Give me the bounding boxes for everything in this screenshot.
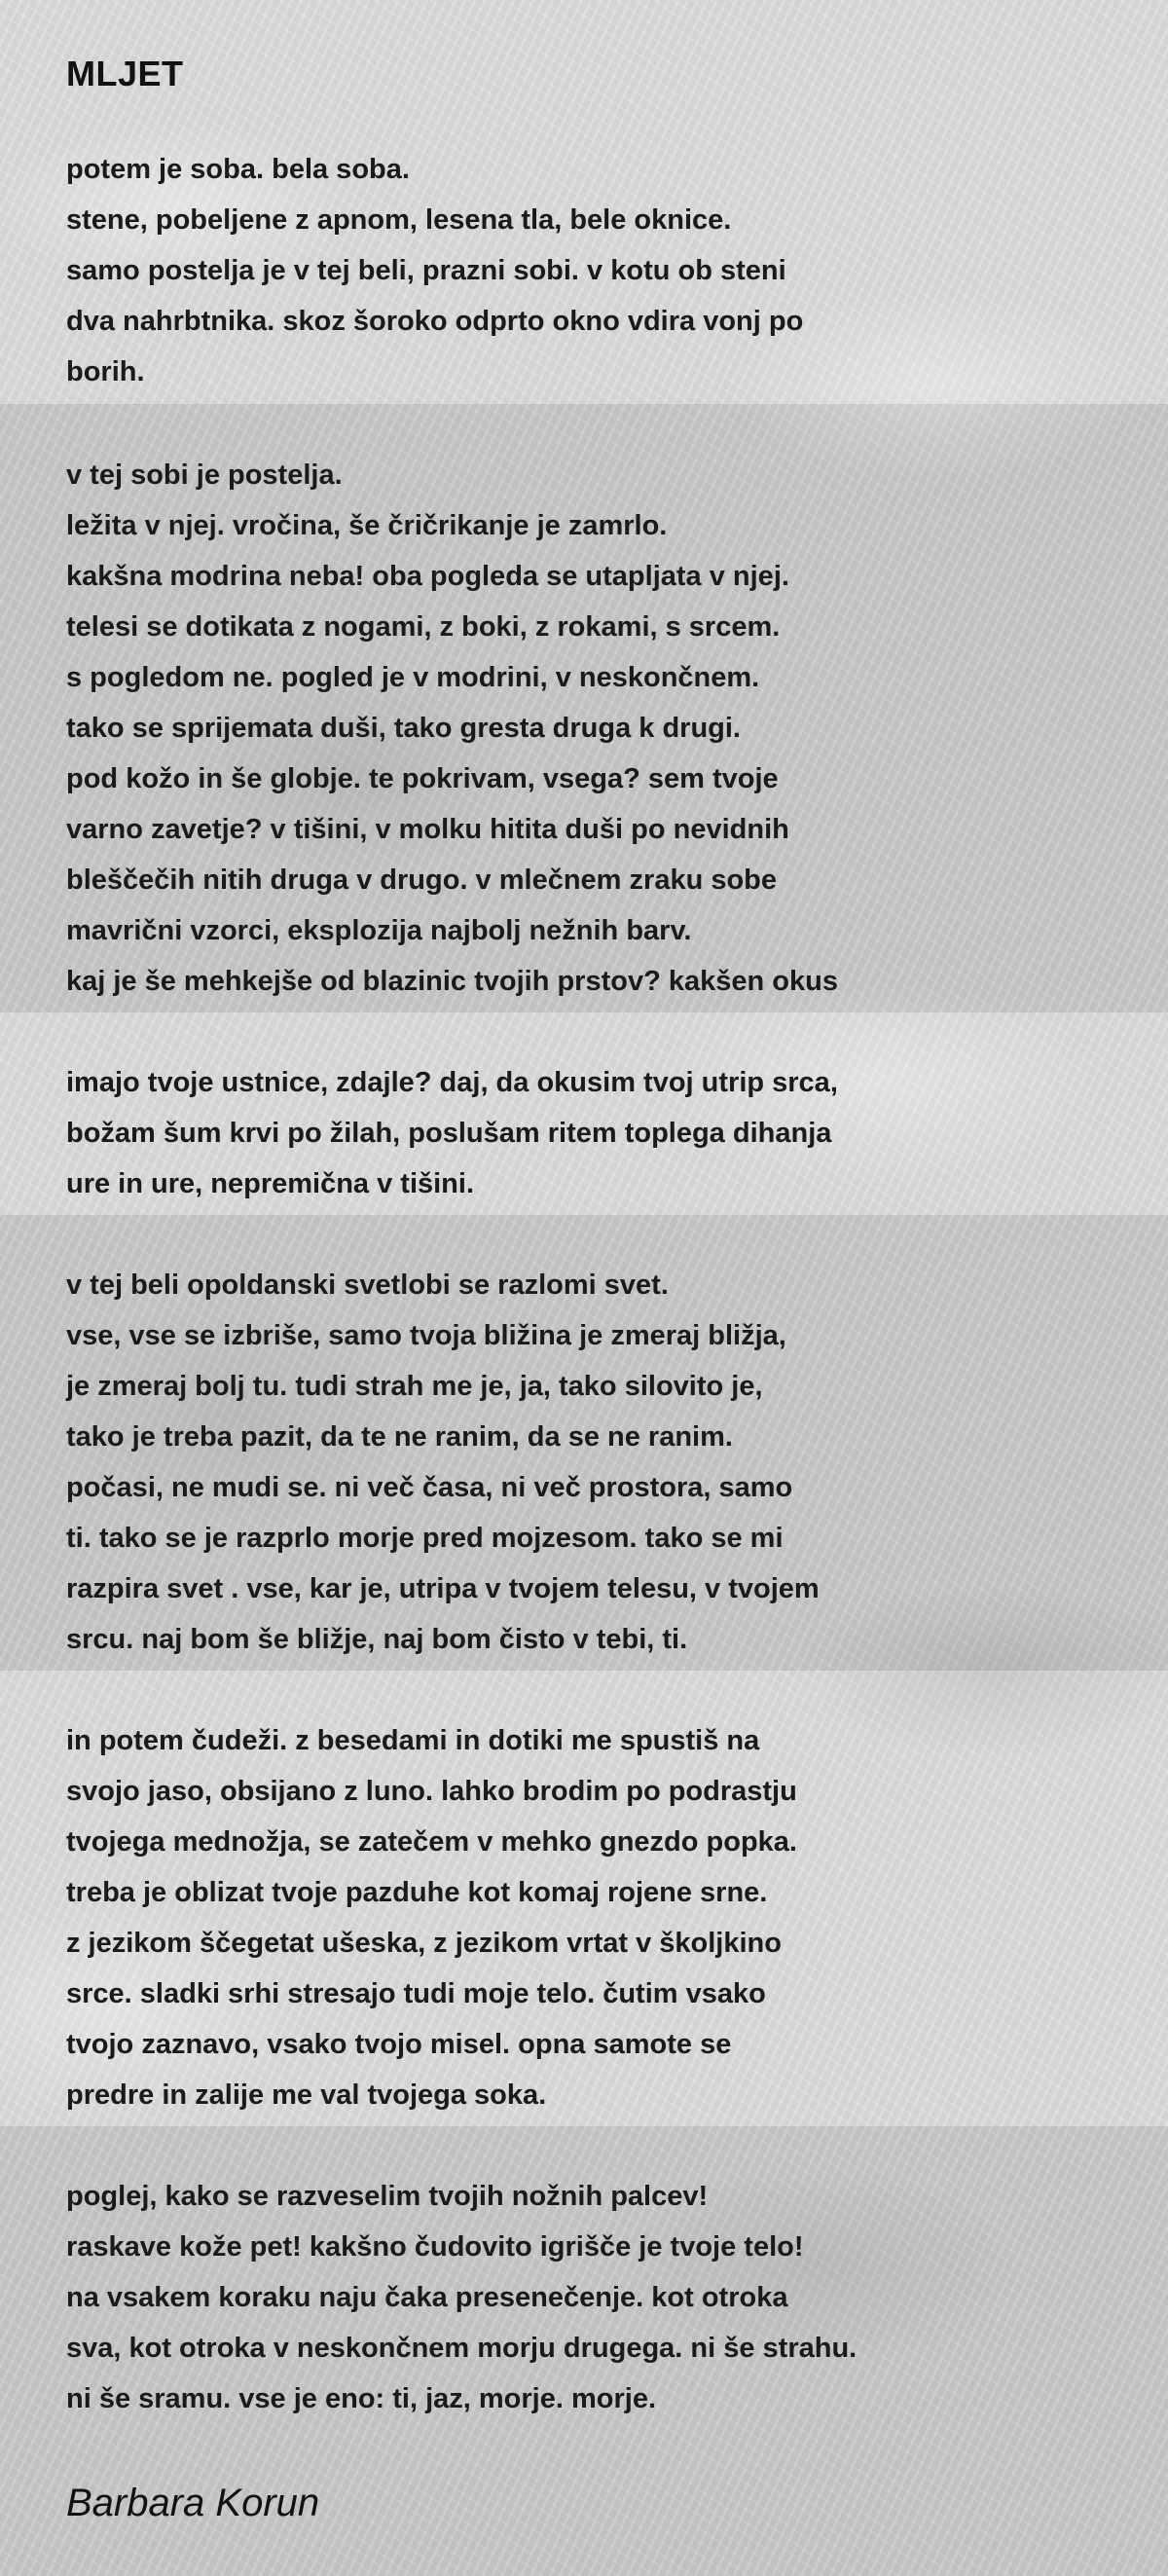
poem-line: potem je soba. bela soba. [66, 154, 410, 185]
poem-line: predre in zalije me val tvojega soka. [66, 2079, 547, 2111]
poem-line: tako je treba pazit, da te ne ranim, da se ne ranim. [66, 1421, 733, 1453]
poem-line: kaj je še mehkejše od blazinic tvojih prstov? kakšen okus [66, 966, 838, 997]
stanza-1 [66, 144, 1098, 397]
stanza-6 [66, 2171, 1098, 2424]
poem-line: ležita v njej. vročina, še čričrikanje je zamrlo. [66, 510, 668, 541]
poem-line: ti. tako se je razprlo morje pred mojzesom. tako se mi [66, 1523, 784, 1554]
poem-line: ure in ure, nepremična v tišini. [66, 1168, 475, 1199]
poem-line: dva nahrbtnika. skoz šoroko odprto okno vdira vonj po [66, 306, 804, 337]
poem-line: raskave kože pet! kakšno čudovito igrišče je tvoje telo! [66, 2231, 804, 2263]
poem-line: poglej, kako se razveselim tvojih nožnih palcev! [66, 2181, 709, 2212]
poem-line: stene, pobeljene z apnom, lesena tla, bele oknice. [66, 204, 732, 236]
poem-line: srcu. naj bom še bližje, naj bom čisto v tebi, ti. [66, 1624, 688, 1655]
poem-line: razpira svet . vse, kar je, utripa v tvojem telesu, v tvojem [66, 1573, 820, 1604]
poem-title: MLJET [66, 54, 184, 93]
poem-line: mavrični vzorci, eksplozija najbolj nežnih barv. [66, 915, 692, 946]
poem-line: z jezikom ščegetat ušeska, z jezikom vrtat v školjkino [66, 1928, 782, 1959]
poem-line: treba je oblizat tvoje pazduhe kot komaj rojene srne. [66, 1877, 768, 1908]
poem-line: s pogledom ne. pogled je v modrini, v neskončnem. [66, 662, 760, 693]
stanza-5 [66, 1715, 1098, 2120]
poem-line: v tej sobi je postelja. [66, 460, 343, 491]
stanza-3 [66, 1057, 1098, 1209]
stanza-2 [66, 450, 1098, 1007]
poem-line: tvojega mednožja, se zatečem v mehko gnezdo popka. [66, 1826, 797, 1858]
poem-line: počasi, ne mudi se. ni več časa, ni več prostora, samo [66, 1472, 793, 1503]
poem-line: v tej beli opoldanski svetlobi se razlomi svet. [66, 1270, 669, 1301]
poem-line: na vsakem koraku naju čaka presenečenje. kot otroka [66, 2282, 788, 2313]
poem-line: božam šum krvi po žilah, poslušam ritem toplega dihanja [66, 1118, 832, 1149]
poem-line: pod kožo in še globje. te pokrivam, vsega? sem tvoje [66, 763, 779, 794]
poem-line: tvojo zaznavo, vsako tvojo misel. opna samote se [66, 2029, 732, 2060]
poem-line: je zmeraj bolj tu. tudi strah me je, ja, tako silovito je, [66, 1371, 763, 1402]
poem-line: sva, kot otroka v neskončnem morju drugega. ni še strahu. [66, 2333, 858, 2364]
poem-line: samo postelja je v tej beli, prazni sobi. v kotu ob steni [66, 255, 786, 286]
poem-line: ni še sramu. vse je eno: ti, jaz, morje. morje. [66, 2383, 656, 2414]
poem-line: tako se sprijemata duši, tako gresta druga k drugi. [66, 713, 741, 744]
poem-line: vse, vse se izbriše, samo tvoja bližina je zmeraj bližja, [66, 1320, 786, 1351]
stanza-4 [66, 1260, 1098, 1665]
poem-author: Barbara Korun [66, 2482, 320, 2524]
poem-line: kakšna modrina neba! oba pogleda se utapljata v njej. [66, 561, 789, 592]
poem-line: imajo tvoje ustnice, zdajle? daj, da okusim tvoj utrip srca, [66, 1067, 838, 1098]
poem-line: svojo jaso, obsijano z luno. lahko brodim po podrastju [66, 1776, 797, 1807]
poem-line: varno zavetje? v tišini, v molku hitita duši po nevidnih [66, 814, 789, 845]
poem-line: in potem čudeži. z besedami in dotiki me spustiš na [66, 1725, 760, 1756]
poem-line: telesi se dotikata z nogami, z boki, z rokami, s srcem. [66, 611, 781, 643]
poem-line: srce. sladki srhi stresajo tudi moje telo. čutim vsako [66, 1978, 766, 2009]
poem-line: bleščečih nitih druga v drugo. v mlečnem zraku sobe [66, 865, 778, 896]
poem-line: borih. [66, 356, 145, 387]
